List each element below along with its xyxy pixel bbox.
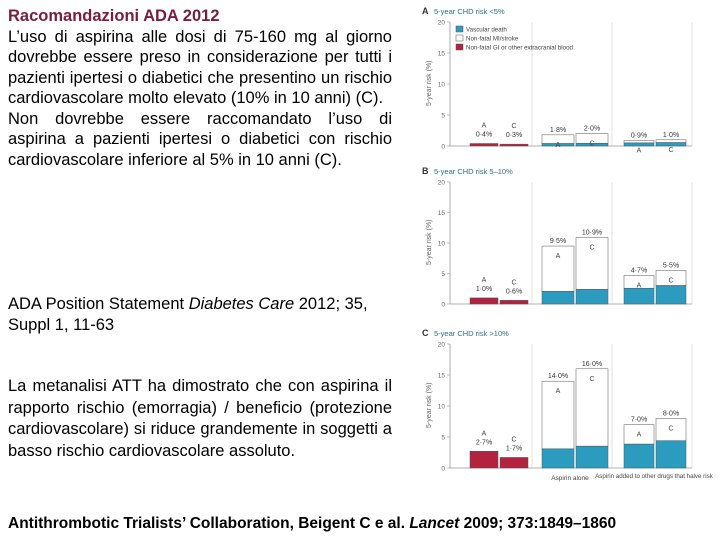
panel-title: 5-year CHD risk 5–10% — [434, 167, 513, 176]
bar-arm-label: C — [668, 277, 674, 285]
left-text-column — [8, 6, 392, 170]
bar-bleed — [500, 457, 528, 468]
bar-value-label: 1·8% — [549, 126, 567, 134]
y-tick-label: 10 — [437, 403, 445, 411]
bar-value-label: 0·9% — [630, 132, 648, 140]
bar-value-label: 14·0% — [547, 373, 569, 381]
bar-value-label: 1·0% — [475, 285, 493, 293]
panel-letter: C — [422, 328, 429, 338]
bar-value-label: 16·0% — [581, 360, 603, 368]
recommendation-paragraph-1: L’uso di aspirina alle dosi di 75-160 mg al giorno dovrebbe essere preso in considerazione per tutti i pazienti ipertesi o diabetici che presentino un rischio cardiovascolare molto elevato (10% in 10 anni) (C). — [8, 27, 392, 107]
bar-value-label: 1·7% — [505, 445, 523, 453]
bar-vascular-death — [624, 143, 654, 146]
ada-reference — [8, 294, 392, 336]
bar-value-label: 7·0% — [630, 416, 648, 424]
slide-title: Racomandazioni ADA 2012 — [8, 7, 220, 25]
bar-bleed — [500, 144, 528, 146]
y-tick-label: 10 — [437, 240, 445, 248]
legend-swatch — [456, 44, 463, 50]
bar-vascular-death — [656, 286, 686, 304]
bar-vascular-death — [656, 441, 686, 468]
bar-arm-label: C — [511, 436, 517, 444]
bar-value-label: 9·5% — [549, 238, 567, 246]
y-axis-label: 5-year risk (%) — [426, 60, 433, 106]
risk-bar-figure — [420, 0, 713, 500]
bar-value-label: 4·7% — [630, 267, 648, 275]
bar-arm-label: A — [555, 253, 561, 261]
footer-citation-journal: Lancet — [409, 515, 460, 532]
panel-letter: A — [422, 6, 429, 16]
bar-vascular-death — [656, 143, 686, 146]
bar-value-label: 0·3% — [505, 132, 523, 140]
bar-arm-label: A — [481, 276, 487, 284]
bar-arm-label: C — [589, 244, 595, 252]
bar-arm-label: A — [481, 122, 487, 130]
bar-value-label: 10·9% — [581, 229, 603, 237]
ada-reference-suffix: 2012; 35, Suppl 1, 11-63 — [8, 295, 368, 334]
bar-vascular-death — [542, 449, 574, 468]
bar-arm-label: C — [668, 425, 674, 433]
bar-bleed — [500, 300, 528, 304]
meta-analysis-paragraph: La metanalisi ATT ha dimostrato che con aspirina il rapporto rischio (emorragia) / beneficio (protezione cardiovascolare) si riduce grandemente in soggetti a basso rischio cardiovascolare assoluto. — [8, 377, 392, 460]
bar-arm-label: C — [589, 140, 595, 148]
bar-vascular-death — [542, 291, 574, 304]
bar-vascular-death — [624, 444, 654, 468]
panel-title: 5-year CHD risk >10% — [434, 329, 509, 338]
bar-value-label: 5·5% — [662, 262, 680, 270]
bar-value-label: 2·7% — [475, 439, 493, 447]
footer-citation — [8, 515, 720, 533]
bar-arm-label: A — [636, 147, 642, 155]
bar-value-label: 2·0% — [583, 125, 601, 133]
y-tick-label: 15 — [437, 372, 445, 380]
y-tick-label: 0 — [441, 301, 445, 309]
group-label-aspirin-alone: Aspirin alone — [551, 475, 589, 482]
bar-arm-label: A — [636, 431, 642, 439]
y-tick-label: 20 — [437, 179, 445, 187]
bar-value-label: 8·0% — [662, 410, 680, 418]
recommendation-paragraph-2: Non dovrebbe essere raccomandato l’uso di aspirina a pazienti ipertesi o diabetici con rischio cardiovascolare inferiore al 5% in 10 anni (C). — [8, 109, 392, 169]
bar-value-label: 0·4% — [475, 131, 493, 139]
legend-swatch — [456, 26, 463, 32]
panel-letter: B — [422, 166, 429, 176]
bar-bleed — [470, 298, 498, 304]
bar-arm-label: C — [668, 146, 674, 154]
y-tick-label: 5 — [441, 271, 445, 278]
bar-bleed — [470, 451, 498, 468]
group-label-added-drugs: Aspirin added to other drugs that halve risk — [595, 473, 713, 480]
footer-citation-suffix: 2009; 373:1849–1860 — [459, 515, 617, 532]
bar-arm-label: A — [481, 430, 487, 438]
y-tick-label: 0 — [441, 465, 445, 473]
legend-label: Non-fatal GI or other extracranial blood — [466, 44, 573, 52]
bar-value-label: 0·6% — [505, 288, 523, 296]
y-axis-label: 5-year risk (%) — [426, 382, 433, 428]
bar-vascular-death — [576, 446, 608, 468]
bar-nonfatal — [624, 140, 654, 143]
bar-value-label: 1·0% — [662, 131, 680, 139]
bar-arm-label: A — [555, 141, 561, 149]
bar-bleed — [470, 144, 498, 146]
bar-arm-label: C — [511, 279, 517, 287]
y-tick-label: 20 — [437, 341, 445, 349]
y-tick-label: 15 — [437, 50, 445, 58]
y-tick-label: 5 — [441, 112, 445, 120]
ada-reference-prefix: ADA Position Statement — [8, 295, 189, 313]
y-tick-label: 5 — [441, 434, 445, 442]
y-tick-label: 15 — [437, 210, 445, 217]
legend-label: Vascular death — [466, 26, 507, 34]
bar-arm-label: A — [636, 282, 642, 290]
panel-title: 5-year CHD risk <5% — [434, 7, 505, 16]
footer-citation-prefix: Antithrombotic Trialists’ Collaboration, Beigent C e al. — [8, 515, 410, 532]
bar-vascular-death — [624, 288, 654, 304]
bar-arm-label: C — [511, 123, 517, 131]
legend-label: Non-fatal MI/stroke — [466, 35, 519, 43]
legend-swatch — [456, 35, 463, 41]
bar-arm-label: A — [555, 388, 561, 396]
y-tick-label: 20 — [437, 19, 445, 27]
y-tick-label: 10 — [437, 81, 445, 89]
ada-reference-journal: Diabetes Care — [188, 295, 295, 313]
bar-arm-label: C — [589, 375, 595, 383]
bar-nonfatal — [656, 140, 686, 143]
y-tick-label: 0 — [441, 143, 445, 151]
bar-vascular-death — [576, 289, 608, 304]
y-axis-label: 5-year risk (%) — [426, 219, 433, 265]
